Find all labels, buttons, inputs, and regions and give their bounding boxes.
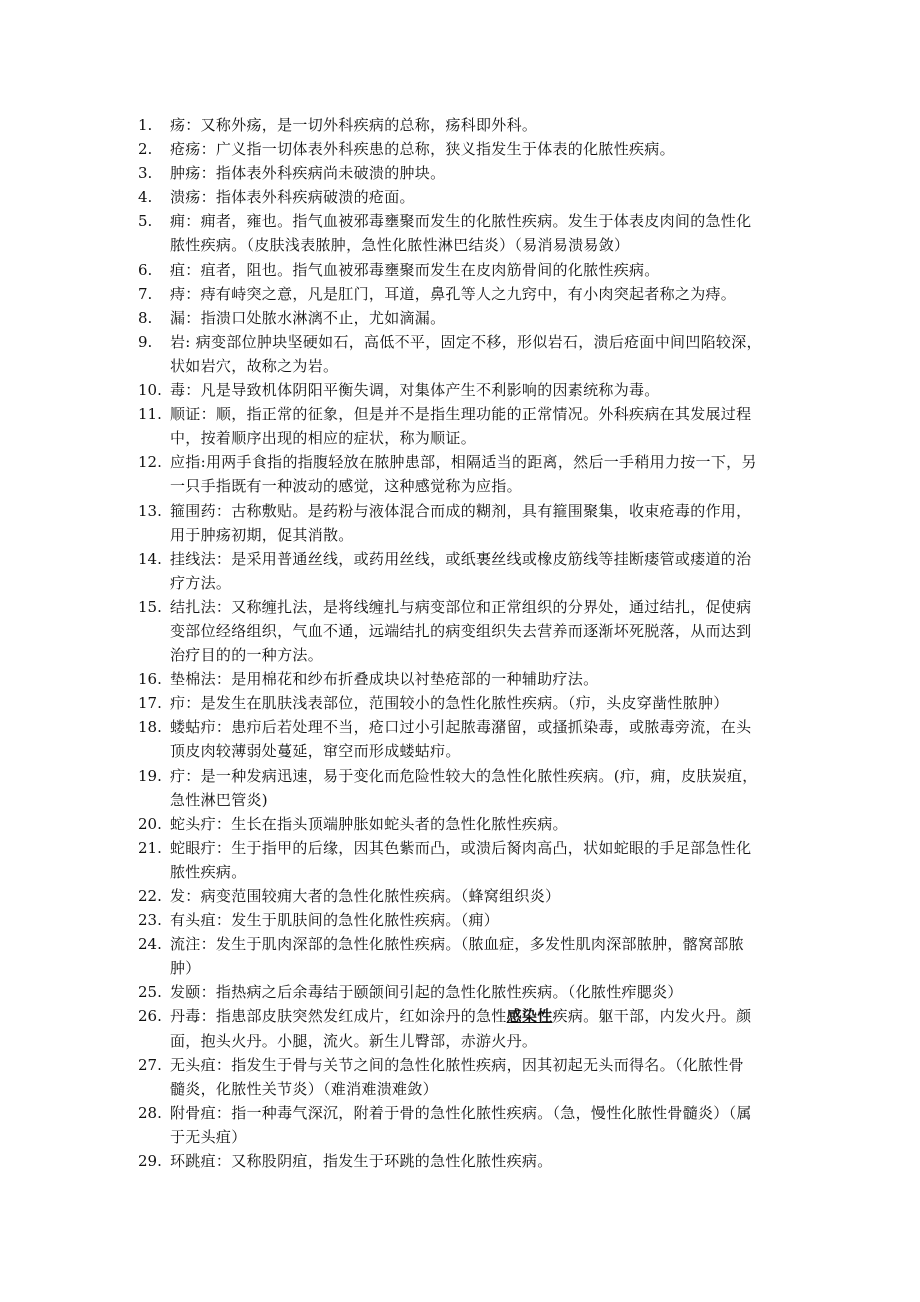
list-item bbox=[138, 137, 788, 161]
item-number: 18. bbox=[138, 718, 162, 737]
list-item bbox=[138, 185, 788, 209]
item-line: 应指:用两手食指的指腹轻放在脓肿患部，相隔适当的距离，然后一手稍用力按一下，另 bbox=[170, 453, 757, 472]
item-line: 顶皮肉较薄弱处蔓延，窜空而形成蝼蛄疖。 bbox=[170, 742, 461, 761]
item-line: 毒：凡是导致机体阴阳平衡失调，对集体产生不利影响的因素统称为毒。 bbox=[170, 381, 660, 400]
item-number: 4. bbox=[138, 188, 153, 207]
list-item bbox=[138, 378, 788, 402]
item-line: 疖：是发生在肌肤浅表部位，范围较小的急性化脓性疾病。（疖，头皮穿凿性脓肿） bbox=[170, 694, 729, 713]
item-line: 蛇眼疔：生于指甲的后缘，因其色紫而凸，或溃后胬肉高凸，状如蛇眼的手足部急性化 bbox=[170, 838, 752, 857]
item-number: 29. bbox=[138, 1152, 162, 1171]
item-line: 肿疡：指体表外科疾病尚未破溃的肿块。 bbox=[170, 164, 446, 183]
item-line: 面，抱头火丹。小腿，流火。新生儿臀部，赤游火丹。 bbox=[170, 1031, 538, 1050]
list-item bbox=[138, 209, 788, 257]
list-item bbox=[138, 667, 788, 691]
list-item bbox=[138, 715, 788, 763]
item-line: 流注：发生于肌肉深部的急性化脓性疾病。（脓血症，多发性肌肉深部脓肿，髂窝部脓 bbox=[170, 935, 744, 954]
list-item bbox=[138, 812, 788, 836]
item-line: 无头疽：指发生于骨与关节之间的急性化脓性疾病，因其初起无头而得名。（化脓性骨 bbox=[170, 1055, 744, 1074]
item-text: 丹毒：指患部皮肤突然发红成片，红如涂丹的急性 bbox=[170, 1007, 507, 1026]
item-line: 发颐：指热病之后余毒结于颐颌间引起的急性化脓性疾病。（化脓性痄腮炎） bbox=[170, 983, 683, 1002]
item-line: 疽：疽者，阻也。指气血被邪毒壅聚而发生在皮肉筋骨间的化脓性疾病。 bbox=[170, 260, 660, 279]
list-item bbox=[138, 1101, 788, 1149]
item-number: 5. bbox=[138, 212, 153, 231]
emphasized-term: 感染性 bbox=[506, 1007, 553, 1026]
list-item bbox=[138, 306, 788, 330]
item-line bbox=[170, 1004, 788, 1028]
item-line: 疮疡：广义指一切体表外科疾患的总称，狭义指发生于体表的化脓性疾病。 bbox=[170, 140, 675, 159]
item-number: 6. bbox=[138, 260, 153, 279]
item-line: 治疗目的的一种方法。 bbox=[170, 646, 324, 665]
item-line: 蝼蛄疖：患疖后若处理不当，疮口过小引起脓毒潴留，或搔抓染毒，或脓毒旁流，在头 bbox=[170, 718, 752, 737]
item-number: 19. bbox=[138, 766, 162, 785]
item-number: 12. bbox=[138, 453, 162, 472]
item-line: 肿） bbox=[170, 959, 201, 978]
item-line: 蛇头疔：生长在指头顶端肿胀如蛇头者的急性化脓性疾病。 bbox=[170, 814, 568, 833]
list-item bbox=[138, 1149, 788, 1173]
item-line: 中，按着顺序出现的相应的症状，称为顺证。 bbox=[170, 429, 477, 448]
item-line: 脓性疾病。 bbox=[170, 862, 247, 881]
item-line: 岩: 病变部位肿块坚硬如石，高低不平，固定不移，形似岩石，溃后疮面中间凹陷较深， bbox=[170, 332, 762, 351]
item-line: 变部位经络组织，气血不通，远端结扎的病变组织失去营养而逐渐坏死脱落，从而达到 bbox=[170, 621, 752, 640]
item-line: 挂线法：是采用普通丝线，或药用丝线，或纸裹丝线或橡皮筋线等挂断瘘管或瘘道的治 bbox=[170, 549, 752, 568]
item-line: 用于肿疡初期，促其消散。 bbox=[170, 525, 354, 544]
item-number: 23. bbox=[138, 911, 162, 930]
item-line: 疗方法。 bbox=[170, 573, 232, 592]
item-number: 7. bbox=[138, 284, 153, 303]
list-item bbox=[138, 836, 788, 884]
item-line: 发：病变范围较痈大者的急性化脓性疾病。（蜂窝组织炎） bbox=[170, 887, 561, 905]
item-text: 疾病。躯干部，内发火丹。颜 bbox=[552, 1007, 752, 1026]
item-number: 16. bbox=[138, 670, 162, 689]
item-number: 8. bbox=[138, 308, 153, 327]
item-number: 26. bbox=[138, 1007, 162, 1026]
item-number: 14. bbox=[138, 549, 162, 568]
item-number: 9. bbox=[138, 332, 153, 351]
item-number: 20. bbox=[138, 814, 162, 833]
item-line: 急性淋巴管炎) bbox=[170, 790, 268, 809]
item-number: 21. bbox=[138, 838, 162, 857]
list-item bbox=[138, 161, 788, 185]
item-line: 结扎法：又称缠扎法，是将线缠扎与病变部位和正常组织的分界处，通过结扎，促使病 bbox=[170, 597, 752, 616]
item-line: 状如岩穴，故称之为岩。 bbox=[170, 356, 339, 375]
item-number: 24. bbox=[138, 935, 162, 954]
list-item bbox=[138, 595, 788, 667]
item-number: 11. bbox=[138, 405, 162, 424]
item-number: 3. bbox=[138, 164, 153, 183]
item-number: 1. bbox=[138, 116, 153, 134]
item-line: 箍围药：古称敷贴。是药粉与液体混合而成的糊剂，具有箍围聚集，收束疮毒的作用， bbox=[170, 501, 752, 520]
glossary-list bbox=[138, 113, 788, 1173]
list-item bbox=[138, 932, 788, 980]
list-item bbox=[138, 282, 788, 306]
list-item bbox=[138, 908, 788, 932]
item-line: 疔：是一种发病迅速，易于变化而危险性较大的急性化脓性疾病。(疖，痈，皮肤炭疽， bbox=[170, 766, 758, 785]
item-number: 15. bbox=[138, 597, 162, 616]
list-item bbox=[138, 1053, 788, 1101]
list-item bbox=[138, 691, 788, 715]
item-line: 脓性疾病。（皮肤浅表脓肿，急性化脓性淋巴结炎）（易消易溃易敛） bbox=[170, 236, 630, 255]
list-item bbox=[138, 330, 788, 378]
item-number: 10. bbox=[138, 381, 162, 400]
list-item bbox=[138, 402, 788, 450]
list-item bbox=[138, 450, 788, 498]
item-line: 垫棉法：是用棉花和纱布折叠成块以衬垫疮部的一种辅助疗法。 bbox=[170, 670, 599, 689]
item-number: 28. bbox=[138, 1103, 162, 1122]
item-line: 髓炎，化脓性关节炎）（难消难溃难敛） bbox=[170, 1079, 438, 1098]
list-item bbox=[138, 258, 788, 282]
list-item bbox=[138, 884, 788, 908]
list-item bbox=[138, 547, 788, 595]
item-line: 痈：痈者，雍也。指气血被邪毒壅聚而发生的化脓性疾病。发生于体表皮肉间的急性化 bbox=[170, 212, 752, 231]
item-number: 27. bbox=[138, 1055, 162, 1074]
item-number: 25. bbox=[138, 983, 162, 1002]
list-item bbox=[138, 764, 788, 812]
item-number: 13. bbox=[138, 501, 162, 520]
list-item bbox=[138, 113, 788, 137]
item-number: 22. bbox=[138, 887, 162, 905]
item-line: 顺证：顺，指正常的征象，但是并不是指生理功能的正常情况。外科疾病在其发展过程 bbox=[170, 405, 752, 424]
item-line: 溃疡：指体表外科疾病破溃的疮面。 bbox=[170, 188, 415, 207]
list-item bbox=[138, 1004, 788, 1052]
item-number: 2. bbox=[138, 140, 153, 159]
list-item bbox=[138, 499, 788, 547]
item-line: 附骨疽：指一种毒气深沉，附着于骨的急性化脓性疾病。（急，慢性化脓性骨髓炎）（属 bbox=[170, 1103, 752, 1122]
list-item bbox=[138, 980, 788, 1004]
item-line: 有头疽：发生于肌肤间的急性化脓性疾病。（痈） bbox=[170, 911, 500, 930]
item-line: 疡：又称外疡，是一切外科疾病的总称，疡科即外科。 bbox=[170, 116, 538, 134]
item-number: 17. bbox=[138, 694, 162, 713]
item-line: 漏：指溃口处脓水淋漓不止，尤如滴漏。 bbox=[170, 308, 446, 327]
item-line: 环跳疽：又称股阴疽，指发生于环跳的急性化脓性疾病。 bbox=[170, 1152, 553, 1171]
item-line: 痔：痔有峙突之意，凡是肛门，耳道，鼻孔等人之九窍中，有小肉突起者称之为痔。 bbox=[170, 284, 737, 303]
item-line: 于无头疽） bbox=[170, 1127, 247, 1146]
item-line: 一只手指既有一种波动的感觉，这种感觉称为应指。 bbox=[170, 477, 522, 496]
